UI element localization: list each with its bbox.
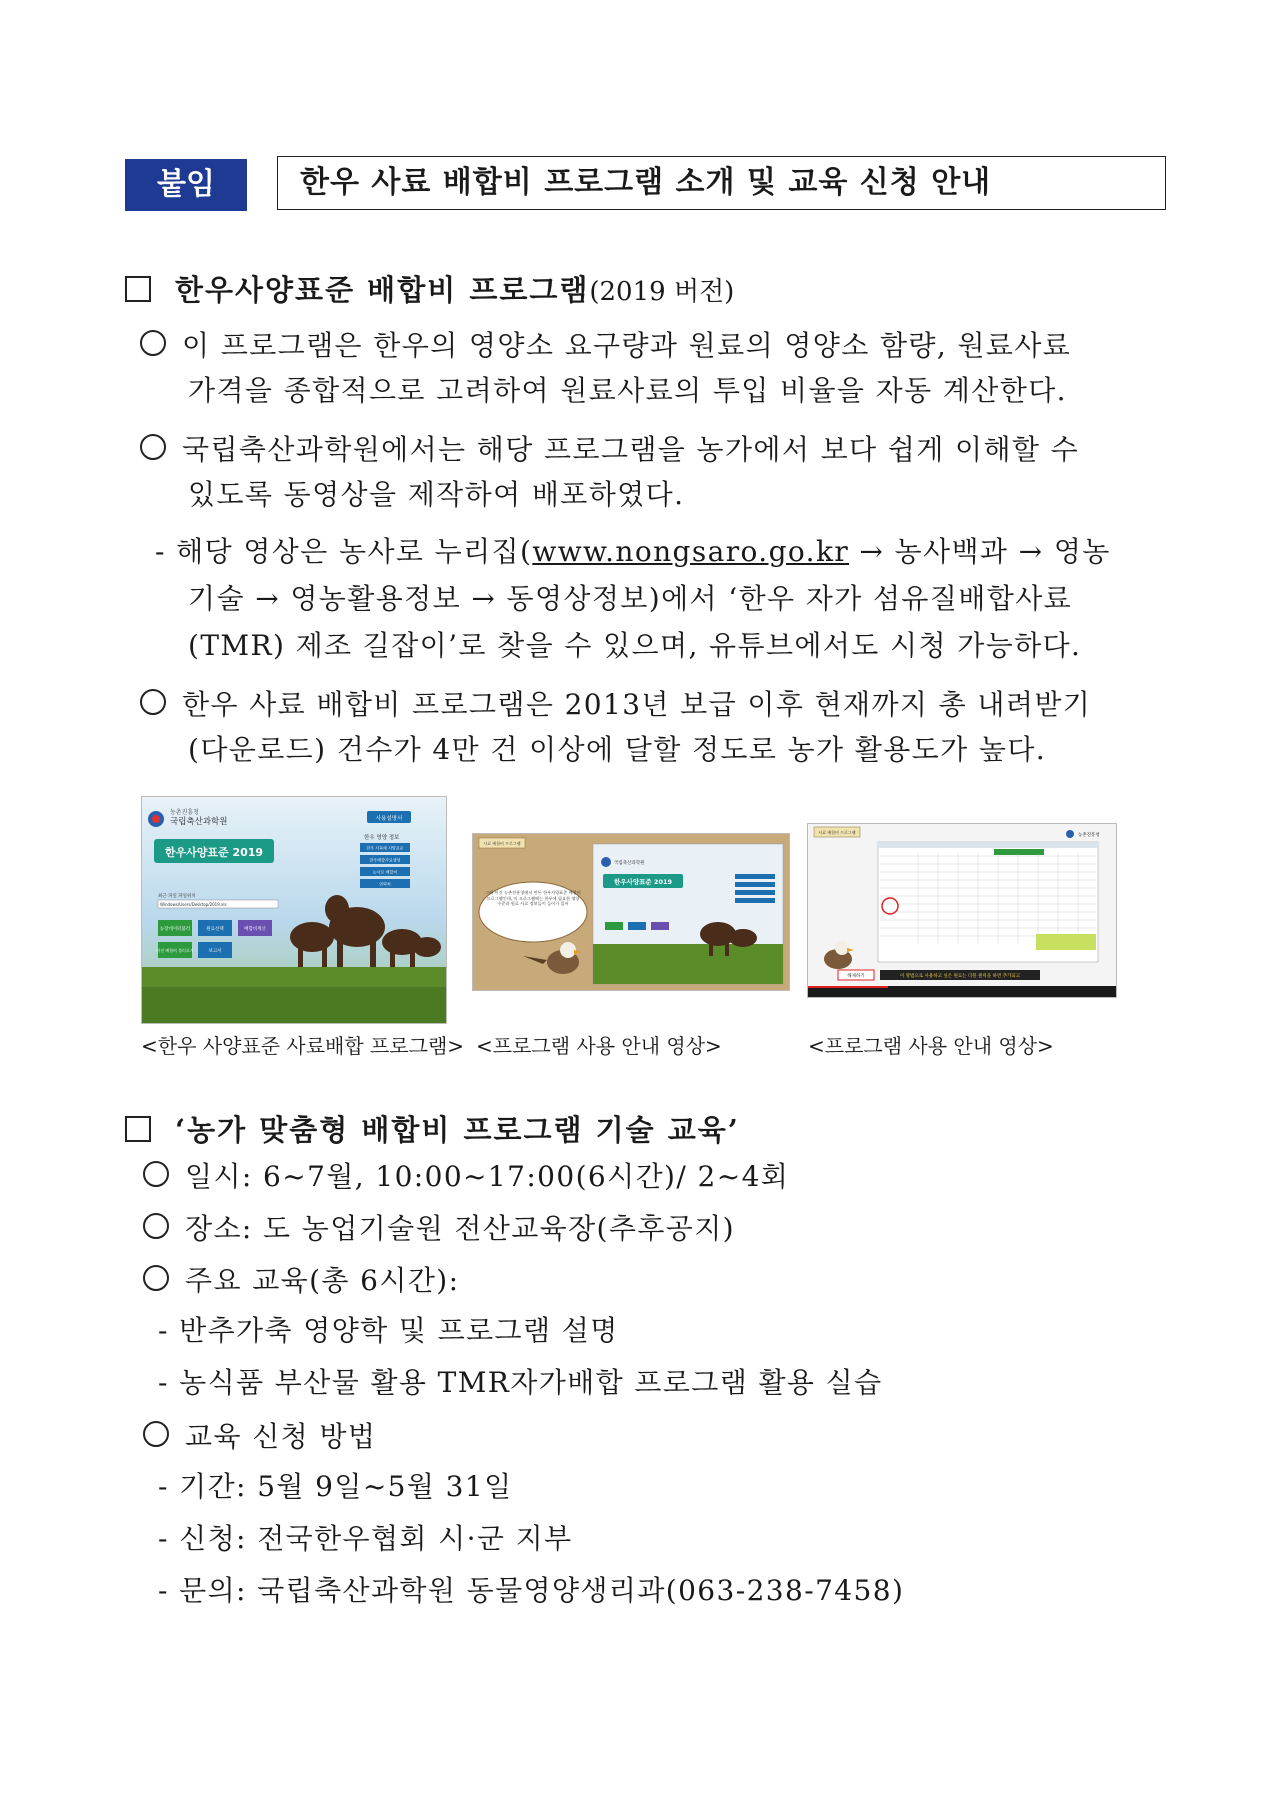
video-screenshot-1 xyxy=(472,833,790,991)
video-sign: 사료 배합비 프로그램 xyxy=(483,841,521,846)
edu-location: 장소: 도 농업기술원 전산교육장(추후공지) xyxy=(143,1213,735,1243)
caption-video-1: <프로그램 사용 안내 영상> xyxy=(476,1034,722,1058)
dash-nongsaro-line2: 기술 → 영농활용정보 → 동영상정보)에서 ‘한우 자가 섬유질배합사료 xyxy=(188,582,1073,615)
video-org: 국립축산과학원 xyxy=(614,861,645,866)
bullet-circle-icon xyxy=(143,1161,169,1187)
video-button: 해제하기 xyxy=(847,974,865,979)
org-small-label: 농촌진흥청 xyxy=(170,809,199,816)
menu-heading-label: 한우 영양 정보 xyxy=(364,835,400,841)
speech-bubble-text: 그래 이건 농촌진흥청에서 만든 한우사양표준 배합비 프로그램인데, 이 프로그램에는 한우에 필요한 영양 수준과 원료 사료 정보들이 들어가 있어 xyxy=(485,890,581,906)
video-sign: 사료 배합비 프로그램 xyxy=(818,830,856,835)
caption-program: <한우 사양표준 사료배합 프로그램> xyxy=(141,1034,465,1058)
org-label: 국립축산과학원 xyxy=(170,817,228,827)
video-app-title: 한우사양표준 2019 xyxy=(613,878,673,886)
checkbox-square-icon xyxy=(125,276,151,302)
app-button: 이전 배합비 불러오기 xyxy=(156,948,194,953)
video-subtitle: 이 방법으로 사용하고 싶은 원료는 더블 클릭을 하면 추가되고 xyxy=(899,974,1021,979)
bullet-circle-icon xyxy=(143,1213,169,1239)
app-button: 농장데이터불러 xyxy=(159,927,191,932)
bullet-program-desc-line1: 이 프로그램은 한우의 영양소 요구량과 원료의 영양소 함량, 원료사료 xyxy=(140,330,1071,360)
edu-apply-where: - 신청: 전국한우협회 시·군 지부 xyxy=(158,1522,573,1555)
dash-nongsaro-line3: (TMR) 제조 길잡이’로 찾을 수 있으며, 유튜브에서도 시청 가능하다. xyxy=(188,629,1082,662)
page-title: 한우 사료 배합비 프로그램 소개 및 교육 신청 안내 xyxy=(277,156,1166,210)
manual-button-label: 사용설명서 xyxy=(375,816,403,822)
path-value: Windows/Users/Desktop/2019.xls xyxy=(160,902,227,907)
menu-item: 연락처 xyxy=(379,881,391,887)
bullet-circle-icon xyxy=(140,434,166,460)
edu-apply-period: - 기간: 5월 9일~5월 31일 xyxy=(158,1470,513,1503)
menu-item: 농사로 배합비 xyxy=(372,869,398,875)
path-label: 최근 파일 파일위치 xyxy=(158,894,196,899)
app-button: 원료선택 xyxy=(206,927,224,932)
section2-heading: ‘농가 맞춤형 배합비 프로그램 기술 교육’ xyxy=(125,1108,740,1149)
checkbox-square-icon xyxy=(125,1116,151,1142)
bullet-downloads-line2: (다운로드) 건수가 4만 건 이상에 달할 정도로 농가 활용도가 높다. xyxy=(188,733,1047,766)
edu-apply-method: 교육 신청 방법 xyxy=(143,1421,376,1451)
edu-topic-2: - 농식품 부산물 활용 TMR자가배합 프로그램 활용 실습 xyxy=(158,1366,883,1399)
caption-video-2: <프로그램 사용 안내 영상> xyxy=(808,1034,1054,1058)
edu-contact: - 문의: 국립축산과학원 동물영양생리과(063-238-7458) xyxy=(158,1574,905,1607)
bullet-circle-icon xyxy=(140,330,166,356)
bullet-circle-icon xyxy=(143,1265,169,1291)
app-button: 보고서 xyxy=(208,949,222,954)
bullet-video-line2: 있도록 동영상을 제작하여 배포하였다. xyxy=(188,478,685,511)
section1-heading: 한우사양표준 배합비 프로그램(2019 버전) xyxy=(125,268,734,309)
bullet-circle-icon xyxy=(140,689,166,715)
menu-item: 한우 사육에 사양표준 xyxy=(366,845,404,851)
video-org: 농촌진흥청 xyxy=(1078,833,1100,838)
edu-topic-1: - 반추가축 영양학 및 프로그램 설명 xyxy=(158,1314,619,1347)
app-title-label: 한우사양표준 2019 xyxy=(164,846,264,859)
edu-main-topics: 주요 교육(총 6시간): xyxy=(143,1265,459,1295)
bullet-downloads-line1: 한우 사료 배합비 프로그램은 2013년 보급 이후 현재까지 총 내려받기 xyxy=(140,689,1091,719)
bullet-video-line1: 국립축산과학원에서는 해당 프로그램을 농가에서 보다 쉽게 이해할 수 xyxy=(140,434,1079,464)
bullet-program-desc-line2: 가격을 종합적으로 고려하여 원료사료의 투입 비율을 자동 계산한다. xyxy=(188,374,1067,407)
bullet-circle-icon xyxy=(143,1421,169,1447)
app-button: 배합비계산 xyxy=(244,927,266,932)
video-screenshot-2 xyxy=(807,823,1117,998)
program-screenshot xyxy=(141,796,447,1024)
dash-nongsaro-line1: - 해당 영상은 농사로 누리집(www.nongsaro.go.kr → 농사백과 → 영농 xyxy=(155,535,1111,568)
menu-item: 한우배합사료생성 xyxy=(369,857,401,863)
attachment-tag: 붙임 xyxy=(125,159,247,211)
edu-schedule: 일시: 6~7월, 10:00~17:00(6시간)/ 2~4회 xyxy=(143,1161,789,1191)
nongsaro-link[interactable]: www.nongsaro.go.kr xyxy=(532,535,850,568)
